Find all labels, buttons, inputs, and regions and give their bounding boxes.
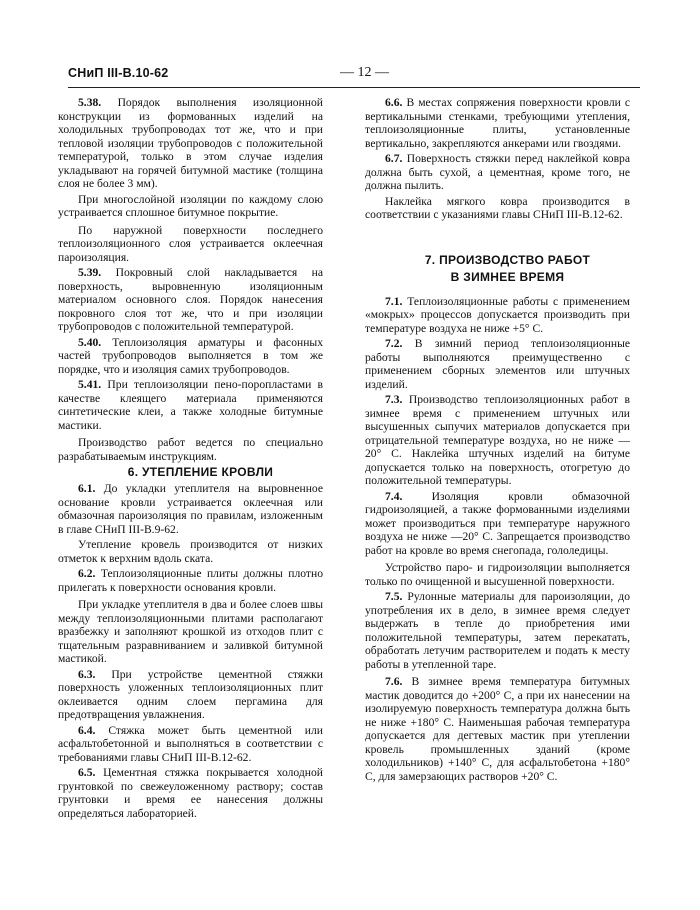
right-column — [365, 96, 630, 785]
paragraph-number: 7.3. — [385, 393, 403, 406]
paragraph-text: Цементная стяжка покрывается холодной грунтовкой по свежеуложенному раствору; состав грунтовки и время ее нанесения должны определяться лабораторией. — [58, 766, 324, 820]
paragraph-number: 7.6. — [385, 675, 403, 688]
paragraph-text: Утепление кровель производится от низких отметок к верхним вдоль ската. — [58, 538, 323, 565]
paragraph-number: 6.2. — [78, 567, 96, 580]
paragraph-text: Рулонные материалы для пароизоляции, до употребления их в дело, в зимнее время следует выдержать в тепле до приобретения ими положительной температуры, затем перекатать, обработать летучим растворителем и подать к месту работы в утепленной таре. — [365, 590, 630, 671]
section-6-title: 6. УТЕПЛЕНИЕ КРОВЛИ — [127, 465, 274, 479]
paragraph-text: Теплоизоляция арматуры и фасонных частей трубопроводов выполняется в том же порядке, что и изоляция самих трубопроводов. — [58, 335, 323, 376]
paragraph-text: Теплоизоляционные работы с применением «мокрых» процессов допускается производить при температуре воздуха не ниже +5° С. — [365, 294, 630, 335]
paragraph-6-3 — [58, 668, 323, 722]
paragraph-number: 6.6. — [385, 96, 403, 109]
document-code: СНиП III-В.10-62 — [68, 66, 169, 80]
paragraph-6-2-b — [58, 598, 323, 666]
paragraph-5-38-c — [58, 224, 323, 265]
paragraph-number: 6.7. — [385, 152, 403, 165]
paragraph-text: Теплоизоляционные плиты должны плотно прилегать к поверхности основания кровли. — [58, 567, 323, 594]
paragraph-5-38-b — [58, 193, 323, 220]
paragraph-7-6 — [365, 675, 630, 783]
paragraph-text: Стяжка может быть цементной или асфальтобетонной и выполняться в соответствии с требованиями главы СНиП III-В.12-62. — [58, 723, 324, 764]
paragraph-text: При теплоизоляции пено-поропластами в качестве клеящего материала применяются синтетические клеи, а также холодные битумные мастики. — [58, 378, 323, 432]
paragraph-text: Устройство паро- и гидроизоляции выполняется только по очищенной и высушенной поверхности. — [365, 561, 630, 588]
paragraph-text: В местах сопряжения поверхности кровли с вертикальными стенками, требующими утепления, теплоизоляционные плиты, установленные вертикально, закрепляются анкерами или гвоздями. — [365, 96, 630, 150]
paragraph-text: До укладки утеплителя на выровненное основание кровли устраивается оклеечная или обмазочная пароизоляция по правилам, изложенным в главе СНиП III-В.9-62. — [58, 482, 323, 536]
paragraph-6-5 — [58, 766, 323, 820]
paragraph-5-41-b — [58, 436, 323, 463]
paragraph-text: В зимний период теплоизоляционные работы выполняются преимущественно с применением сборных элементов или штучных изделий. — [365, 337, 631, 391]
paragraph-text: Изоляция кровли обмазочной гидроизоляцией, а также формованными изделиями может производиться при температуре наружного воздуха не ниже —20° С. Запрещается производство работ на кровле во время снегопада, гололедицы. — [365, 489, 630, 557]
paragraph-text: Покровный слой накладывается на поверхность, выровненную изоляционным материалом основного слоя. Порядок нанесения покровного слоя тот же, что и при изоляции трубопроводов с положительной температурой. — [58, 266, 323, 333]
paragraph-7-4-b — [365, 561, 630, 588]
paragraph-6-1 — [58, 482, 323, 536]
paragraph-6-7-b — [365, 195, 630, 222]
paragraph-number: 7.4. — [385, 489, 403, 503]
paragraph-number: 6.3. — [78, 667, 96, 681]
paragraph-6-7 — [365, 152, 630, 193]
page-number: — 12 — — [340, 65, 389, 80]
paragraph-5-38 — [58, 96, 323, 191]
section-7-title-line2: В ЗИМНЕЕ ВРЕМЯ — [450, 269, 565, 284]
paragraph-text: При укладке утеплителя в два и более слоев швы между теплоизоляционными плитами располагают вразбежку и заполняют крошкой из отходов плит с тщательным разравниванием и заливкой битумной мастикой. — [58, 598, 323, 665]
paragraph-7-4 — [365, 490, 630, 558]
paragraph-6-2 — [58, 567, 323, 594]
paragraph-number: 7.2. — [385, 337, 403, 350]
paragraph-text: Порядок выполнения изоляционной конструкции из формованных изделий на холодильных трубопроводах тот же, что и при тепловой изоляции трубопроводов с положительной температурой, только в этом случае изделия укладывают на горячей битумной мастике (толщина слоя не более 3 мм). — [58, 96, 323, 190]
paragraph-text: Производство теплоизоляционных работ в зимнее время с применением штучных или высушенных сыпучих материалов допускается при отрицательной температуре воздуха, но не ниже —20° С. Наклейка штучных изделий на битуме допускается только на поверхность, отогретую до положительной температуры. — [365, 393, 630, 487]
paragraph-text: По наружной поверхности последнего теплоизоляционного слоя устраивается оклеечная пароизоляция. — [58, 223, 323, 264]
paragraph-6-4 — [58, 724, 323, 765]
paragraph-7-5 — [365, 590, 630, 671]
paragraph-7-2 — [365, 337, 630, 391]
page-header — [68, 66, 640, 82]
paragraph-5-41 — [58, 378, 323, 432]
section-7-title-line1: 7. ПРОИЗВОДСТВО РАБОТ — [424, 252, 591, 267]
paragraph-number: 7.5. — [385, 590, 403, 603]
paragraph-text: Наклейка мягкого ковра производится в соответствии с указаниями главы СНиП III-В.12-62. — [365, 194, 630, 221]
paragraph-text: При устройстве цементной стяжки поверхность уложенных теплоизоляционных плит оклеивается одним слоем пергамина для предотвращения увлажнения. — [58, 667, 323, 721]
paragraph-6-6 — [365, 96, 630, 150]
section-7-heading — [365, 253, 630, 285]
paragraph-text: При многослойной изоляции по каждому слою устраивается сплошное битумное покрытие. — [58, 192, 323, 219]
paragraph-number: 6.4. — [78, 723, 96, 737]
paragraph-5-39 — [58, 266, 323, 334]
paragraph-text: Производство работ ведется по специально разрабатываемым инструкциям. — [58, 436, 323, 463]
paragraph-number: 5.40. — [78, 335, 102, 349]
paragraph-6-1-b — [58, 538, 323, 565]
paragraph-number: 5.41. — [78, 378, 102, 391]
paragraph-number: 6.5. — [78, 766, 96, 779]
paragraph-number: 5.38. — [78, 96, 102, 109]
paragraph-7-1 — [365, 295, 630, 336]
left-column — [58, 96, 323, 822]
paragraph-text: Поверхность стяжки перед наклейкой ковра должна быть сухой, а цементная, кроме того, не должна пылить. — [365, 152, 630, 192]
paragraph-5-40 — [58, 336, 323, 377]
header-rule — [68, 87, 640, 88]
paragraph-number: 6.1. — [78, 482, 96, 495]
paragraph-number: 7.1. — [385, 294, 403, 308]
paragraph-7-3 — [365, 393, 630, 488]
paragraph-number: 5.39. — [78, 266, 102, 279]
paragraph-text: В зимнее время температура битумных мастик доводится до +200° С, а при их нанесении на изолируемую поверхность температура должна быть не ниже +180° С. Наименьшая рабочая температура допускается для дегтевых мастик при утеплении кровель промышленных зданий (кроме холодильников) +140° С, для асфальтобетона +180° С, для замерзающих растворов +20° С. — [365, 675, 631, 783]
